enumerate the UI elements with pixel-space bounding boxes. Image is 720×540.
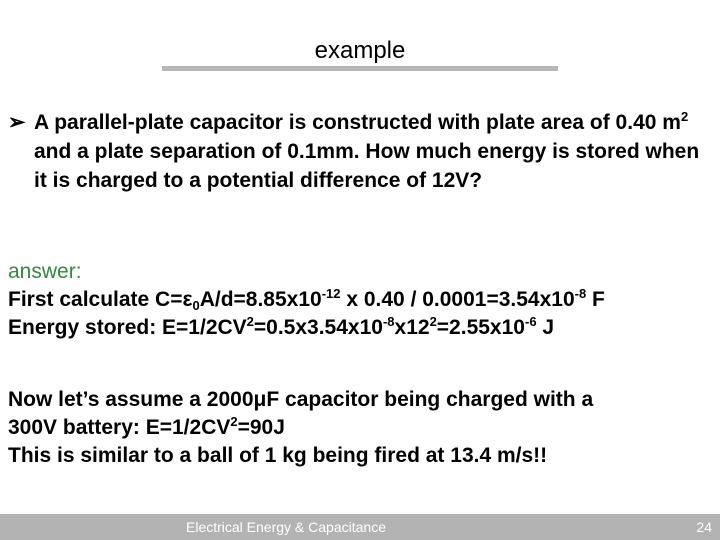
problem-bullet: [8, 108, 716, 195]
epsilon-subscript: 0: [192, 298, 200, 313]
energy-exp-3: 2: [429, 314, 437, 329]
answer-label: answer:: [8, 260, 82, 283]
title-underline: [162, 66, 558, 71]
followup-text-1a: Now let’s assume a 2000: [8, 388, 254, 411]
followup-line-1: [8, 386, 716, 414]
energy-text-c: x12: [394, 316, 430, 339]
energy-unit: J: [536, 316, 555, 339]
capacitance-exp-1: -12: [321, 286, 341, 301]
footer-bar: [0, 514, 720, 540]
energy-exp-2: -8: [382, 314, 395, 329]
capacitance-line: [8, 286, 716, 314]
energy-text-a: Energy stored: E=1/2CV: [8, 316, 247, 339]
problem-text-part2: and a plate separation of 0.1mm. How much energy is stored when it is charged to a potential difference of 12V?: [34, 140, 700, 192]
problem-text: [34, 108, 716, 195]
energy-text-b: =0.5x3.54x10: [253, 316, 383, 339]
slide-title: [0, 37, 720, 65]
energy-text-d: =2.55x10: [436, 316, 525, 339]
footer-title: Electrical Energy & Capacitance: [186, 519, 386, 535]
capacitance-unit: F: [586, 288, 605, 311]
answer-block: [8, 258, 716, 342]
capacitance-exp-2: -8: [574, 286, 587, 301]
followup-text-2a: 300V battery: E=1/2CV: [8, 416, 231, 439]
followup-line-3: This is similar to a ball of 1 kg being fired at 13.4 m/s!!: [8, 444, 548, 467]
energy-exp-4: -6: [524, 314, 537, 329]
mu-symbol: μ: [253, 388, 267, 411]
problem-text-part1: A parallel-plate capacitor is constructed with plate area of 0.40 m: [34, 111, 681, 134]
epsilon-symbol: ε: [182, 288, 193, 311]
energy-line: [8, 314, 716, 342]
energy-exp-1: 2: [246, 314, 254, 329]
followup-exp: 2: [230, 414, 238, 429]
followup-block: [8, 386, 716, 470]
slide-title-text: example: [314, 37, 406, 64]
capacitance-text-a: First calculate C=: [8, 288, 183, 311]
page-number: 24: [696, 519, 712, 535]
followup-line-2: [8, 414, 716, 442]
arrow-bullet-icon: ➢: [8, 111, 26, 134]
followup-text-1b: F capacitor being charged with a: [266, 388, 594, 411]
area-unit-exponent: 2: [680, 109, 689, 124]
followup-text-2b: =90J: [237, 416, 285, 439]
capacitance-text-b: A/d=8.85x10: [199, 288, 322, 311]
capacitance-text-c: x 0.40 / 0.0001=3.54x10: [340, 288, 575, 311]
